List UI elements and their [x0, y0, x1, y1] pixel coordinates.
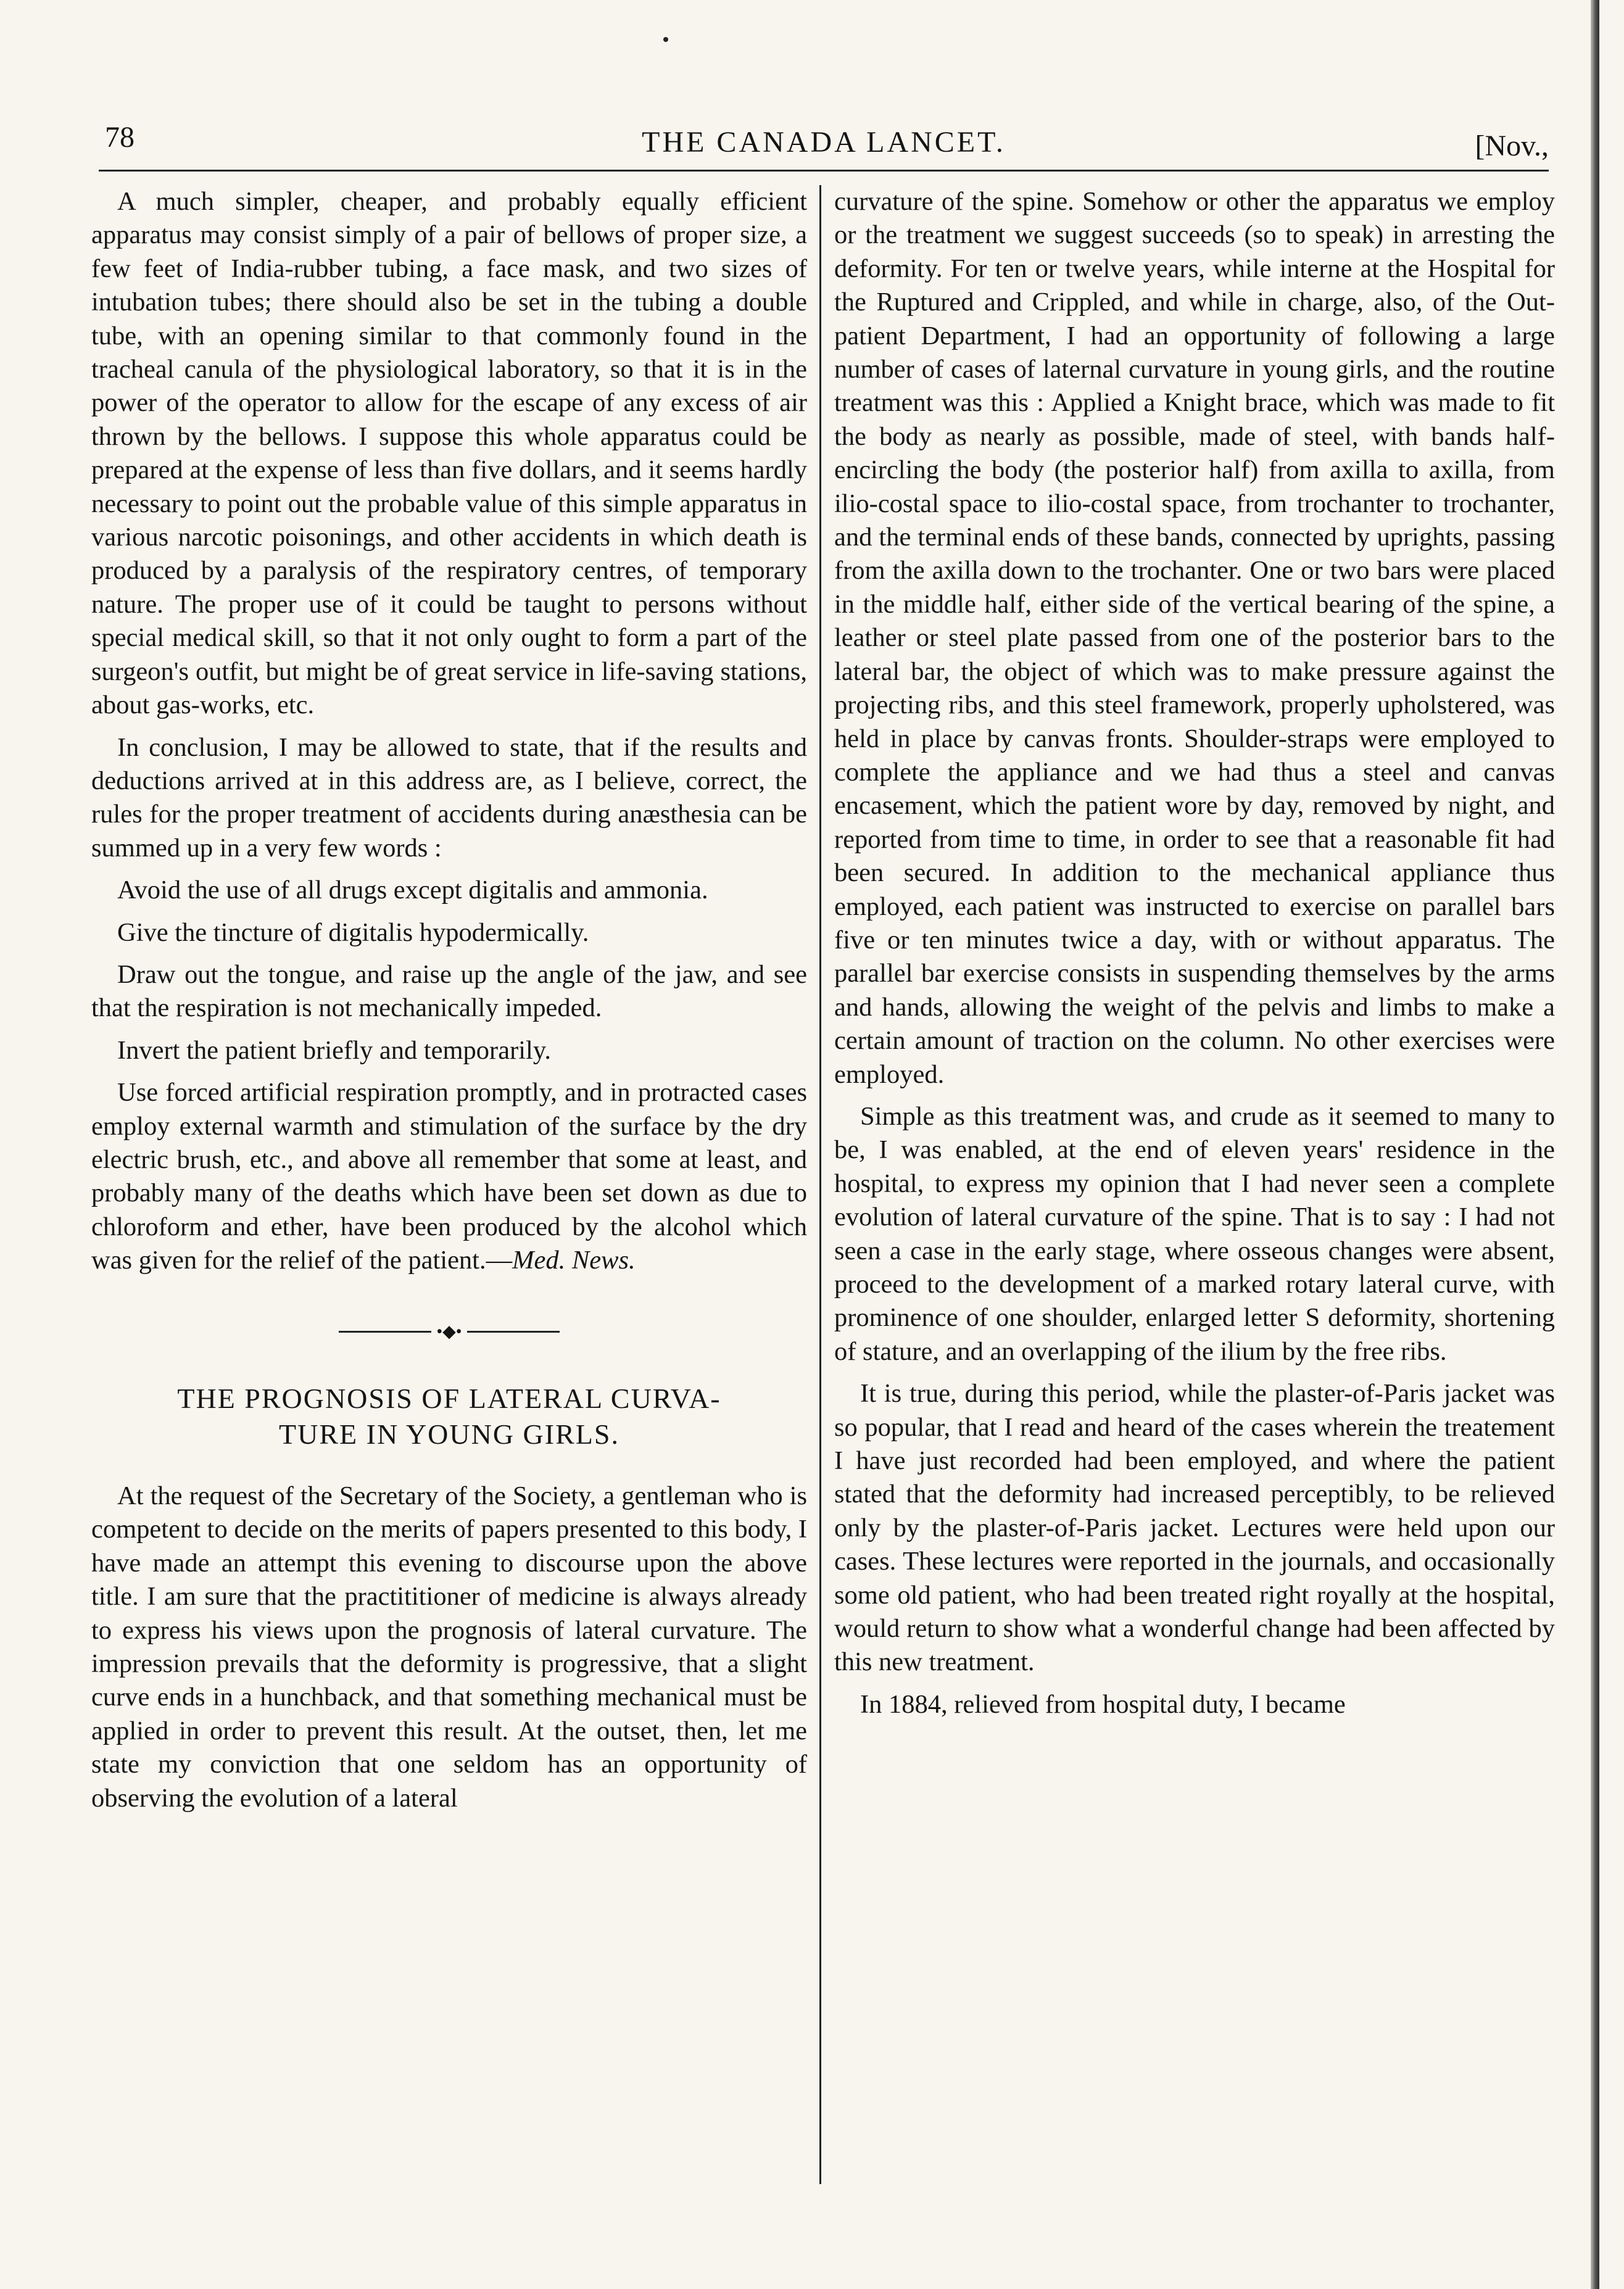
ink-speck — [663, 37, 668, 42]
section-separator — [91, 1314, 807, 1349]
header-rule — [99, 170, 1549, 172]
paragraph: At the request of the Secretary of the Society, a gentleman who is competent to decide on the merits of papers presented to this body, I have made an attempt this evening to discourse upon the above title. I am sure that the practititioner of medicine is always already to express his views upon the prognosis of lateral curvature. The impression prevails that the deformity is progressive, that a slight curve ends in a hunchback, and that something mechanical must be applied in order to prevent this result. At the outset, then, let me state my conviction that one seldom has an opportunity of observing the evolution of a lateral — [91, 1481, 807, 1813]
paragraph: A much simpler, cheaper, and probably equally efficient apparatus may consist simply of a pair of bellows of proper size, a few feet of India-rubber tubing, a face mask, and two sizes of intubation tubes; there should also be set in the tubing a double tube, with an opening similar to that commonly found in the tracheal canula of the physiological laboratory, so that it is in the power of the operator to allow for the escape of any excess of air thrown by the bellows. I suppose this whole apparatus could be prepared at the expense of less than five dollars, and it seems hardly necessary to point out the probable value of this simple apparatus in various narcotic poisonings, and other accidents in which death is produced by a paralysis of the respiratory centres, of temporary nature. The proper use of it could be taught to persons without special medical skill, so that it not only ought to form a part of the surgeon's outfit, but might be of great service in life-saving stations, about gas-works, etc. — [91, 187, 807, 720]
column-divider — [819, 185, 821, 2184]
separator-line — [339, 1331, 431, 1333]
rule-item: Draw out the tongue, and raise up the angle of the jaw, and see that the respiration is not mechanically impeded. — [91, 959, 807, 1023]
paragraph: In conclusion, I may be allowed to state, that if the results and deductions arrived at in this address are, as I believe, correct, the rules for the proper treatment of accidents during anæsthesia can be summed up in a very few words : — [91, 732, 807, 863]
separator-ornament: •◆• — [436, 1322, 462, 1341]
rule-item: Give the tincture of digitalis hypodermically. — [117, 917, 589, 947]
paragraph-text: Use forced artificial respiration promptly, and in protracted cases employ external warmth and stimulation of the surface by the dry electric brush, etc., and above all remember that some at least, and probably many of the deaths which have been set down as due to chloroform and ether, have been produced by the alcohol which was given for the relief of the patient.— — [91, 1078, 807, 1275]
source-citation: Med. News. — [512, 1246, 636, 1275]
article-title — [91, 1381, 807, 1452]
article-title-line: TURE IN YOUNG GIRLS. — [279, 1418, 619, 1451]
binding-edge — [1591, 0, 1599, 2289]
issue-month: [Nov., — [1475, 130, 1549, 162]
paragraph: Simple as this treatment was, and crude as it seemed to many to be, I was enabled, at the end of eleven years' residence in the hospital, to express my opinion that I had never seen a complete evolution of lateral curvature of the spine. That is to say : I had not seen a case in the early stage, where osseous changes were absent, proceed to the development of a marked rotary lateral curve, with prominence of one shoulder, enlarged letter S deformity, shortening of stature, and an overlapping of the ilium by the free ribs. — [834, 1101, 1555, 1366]
article-title-line: THE PROGNOSIS OF LATERAL CURVA- — [177, 1383, 721, 1415]
rule-item — [91, 1076, 807, 1277]
paragraph: curvature of the spine. Somehow or other the apparatus we employ or the treatment we suggest succeeds (so to speak) in arresting the deformity. For ten or twelve years, while interne at the Hospital for the Ruptured and Crippled, and while in charge, also, of the Out-patient Department, I had an opportunity of following a large number of cases of laternal curvature in young girls, and the routine treatment was this : Applied a Knight brace, which was made to fit the body as nearly as possible, made of steel, with bands half-encircling the body (the posterior half) from axilla to axilla, from ilio-costal space to ilio-costal space, from trochanter to trochanter, and the terminal ends of these bands, connected by uprights, passing from the axilla down to the trochanter. One or two bars were placed in the middle half, either side of the vertical bearing of the spine, a leather or steel plate passed from one of the posterior bars to the lateral bar, the object of which was to make pressure against the projecting ribs, and this steel framework, properly upholstered, was held in place by canvas fronts. Shoulder-straps were employed to complete the appliance and we had thus a steel and canvas encasement, which the patient wore by day, removed by night, and reported from time to time, in order to see that a reasonable fit had been secured. In addition to the mechanical appliance thus employed, each patient was instructed to exercise on parallel bars five or ten minutes twice a day, with or without apparatus. The parallel bar exercise consists in suspending themselves by the arms and hands, allowing the weight of the pelvis and limbs to make a certain amount of traction on the column. No other exercises were employed. — [834, 187, 1555, 1089]
paragraph: It is true, during this period, while the plaster-of-Paris jacket was so popular, that I read and heard of the cases wherein the treatement I have just recorded had been employed, and where the patient stated that the deformity had increased perceptibly, to be relieved only by the plaster-of-Paris jacket. Lectures were held upon our cases. These lectures were reported in the journals, and occasionally some old patient, who had been treated right royally at the hospital, would return to show what a wonderful change had been affected by this new treatment. — [834, 1379, 1555, 1677]
page-number: 78 — [105, 121, 135, 154]
rule-item: Invert the patient briefly and temporarily. — [117, 1035, 551, 1065]
rule-item: Avoid the use of all drugs except digitalis and ammonia. — [117, 875, 708, 905]
left-column — [91, 185, 807, 1824]
running-head: THE CANADA LANCET. — [642, 126, 1006, 159]
right-column — [834, 185, 1555, 1730]
paragraph: In 1884, relieved from hospital duty, I became — [860, 1689, 1346, 1719]
page-header — [99, 120, 1549, 170]
separator-line — [467, 1331, 560, 1333]
